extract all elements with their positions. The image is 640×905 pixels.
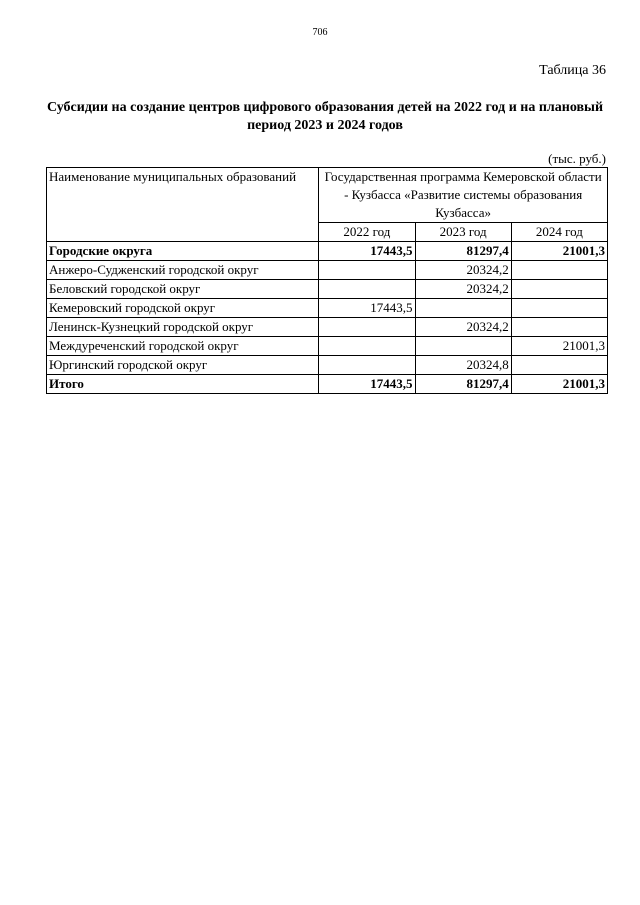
value-2022-cell xyxy=(319,356,415,375)
subsidy-table xyxy=(46,167,608,394)
value-2023-cell: 81297,4 xyxy=(415,375,511,394)
title-line-2: период 2023 и 2024 годов xyxy=(247,118,403,133)
value-2022-cell: 17443,5 xyxy=(319,375,415,394)
row-name-cell: Анжеро-Судженский городской округ xyxy=(47,261,319,280)
document-title xyxy=(40,99,610,135)
table-row xyxy=(47,299,608,318)
table-row xyxy=(47,242,608,261)
table-row xyxy=(47,280,608,299)
value-2022-cell xyxy=(319,318,415,337)
year-header-2024: 2024 год xyxy=(511,223,607,242)
table-row xyxy=(47,356,608,375)
table-label: Таблица 36 xyxy=(539,63,606,78)
value-2024-cell: 21001,3 xyxy=(511,242,607,261)
value-2023-cell: 20324,2 xyxy=(415,280,511,299)
value-2023-cell: 20324,8 xyxy=(415,356,511,375)
value-2024-cell xyxy=(511,261,607,280)
value-2023-cell: 20324,2 xyxy=(415,261,511,280)
name-column-header: Наименование муниципальных образований xyxy=(47,168,319,242)
value-2024-cell xyxy=(511,318,607,337)
row-name-cell: Беловский городской округ xyxy=(47,280,319,299)
value-2024-cell: 21001,3 xyxy=(511,337,607,356)
table-row xyxy=(47,261,608,280)
value-2024-cell xyxy=(511,356,607,375)
value-2023-cell: 81297,4 xyxy=(415,242,511,261)
table-row xyxy=(47,337,608,356)
table-header-row xyxy=(47,168,608,223)
value-2023-cell xyxy=(415,299,511,318)
row-name-cell: Городские округа xyxy=(47,242,319,261)
table-row xyxy=(47,375,608,394)
program-column-header: Государственная программа Кемеровской области - Кузбасса «Развитие системы образования Кузбасса» xyxy=(319,168,608,223)
year-header-2022: 2022 год xyxy=(319,223,415,242)
value-2022-cell xyxy=(319,280,415,299)
row-name-cell: Итого xyxy=(47,375,319,394)
value-2023-cell xyxy=(415,337,511,356)
table-row xyxy=(47,318,608,337)
row-name-cell: Ленинск-Кузнецкий городской округ xyxy=(47,318,319,337)
value-2024-cell: 21001,3 xyxy=(511,375,607,394)
value-2022-cell xyxy=(319,337,415,356)
value-2023-cell: 20324,2 xyxy=(415,318,511,337)
page-number: 706 xyxy=(312,27,328,38)
units-label: (тыс. руб.) xyxy=(548,151,606,166)
value-2024-cell xyxy=(511,299,607,318)
row-name-cell: Междуреченский городской округ xyxy=(47,337,319,356)
value-2024-cell xyxy=(511,280,607,299)
row-name-cell: Кемеровский городской округ xyxy=(47,299,319,318)
value-2022-cell xyxy=(319,261,415,280)
row-name-cell: Юргинский городской округ xyxy=(47,356,319,375)
title-line-1: Субсидии на создание центров цифрового образования детей на 2022 год и на плановый xyxy=(46,100,604,115)
value-2022-cell: 17443,5 xyxy=(319,299,415,318)
year-header-2023: 2023 год xyxy=(415,223,511,242)
value-2022-cell: 17443,5 xyxy=(319,242,415,261)
